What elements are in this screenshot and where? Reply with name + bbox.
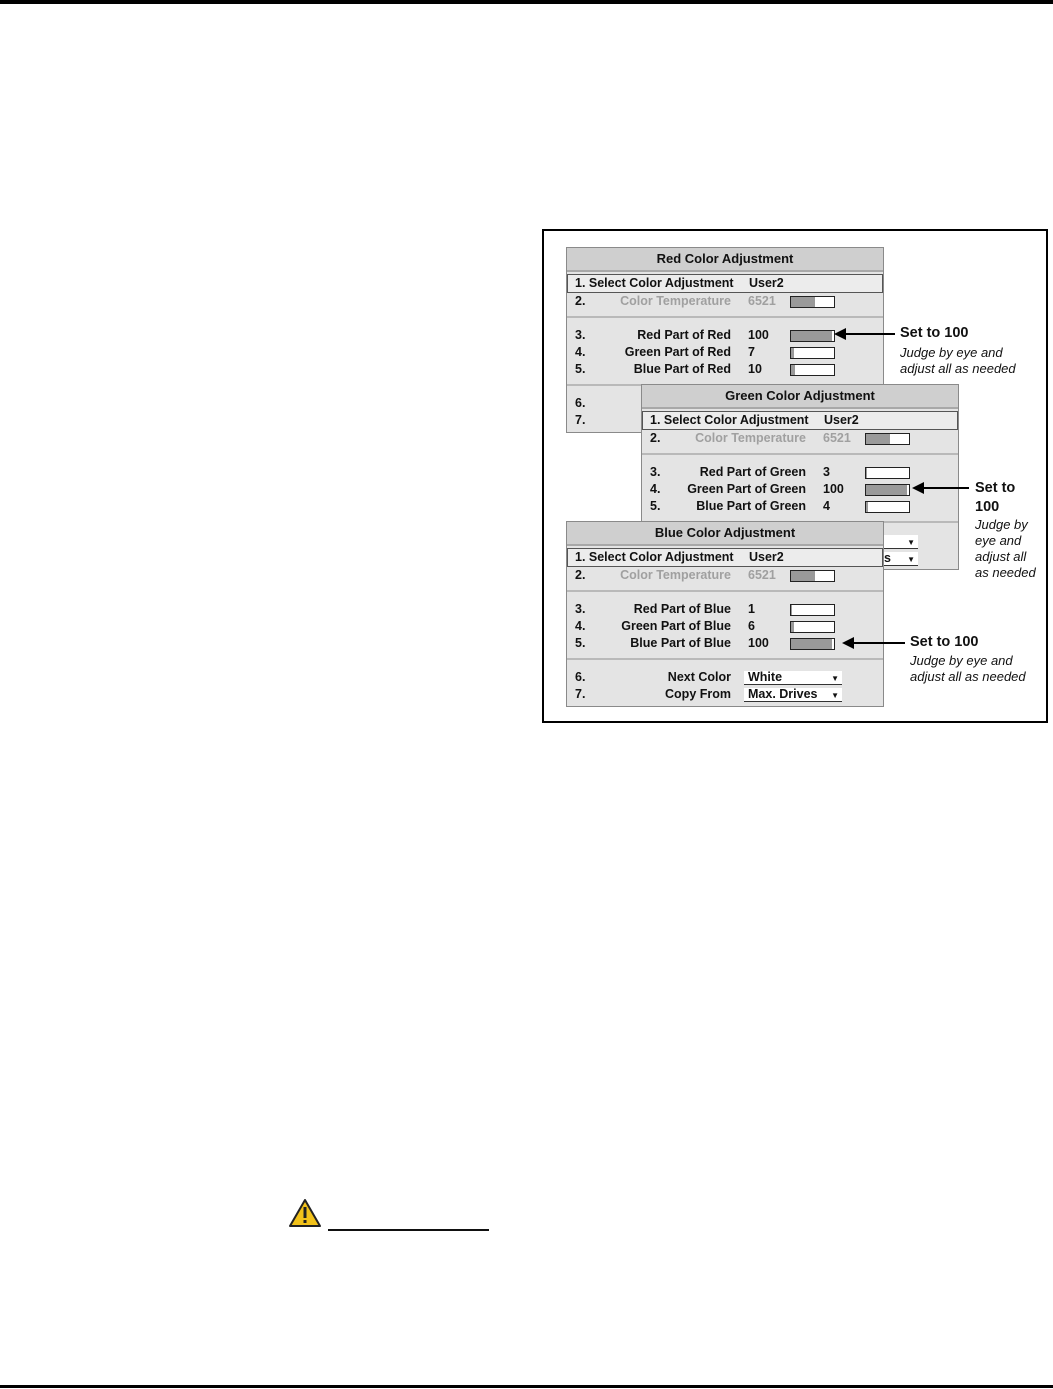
- row-number: 3.: [650, 465, 661, 479]
- dropdown-value: s: [884, 551, 891, 565]
- green-callout-title-2: 100: [975, 499, 1000, 515]
- green-part-of-red-row[interactable]: [567, 344, 885, 361]
- row-label: Red Part of Green: [699, 465, 806, 479]
- triangle-down-icon: ▼: [831, 691, 839, 700]
- copy-from-dropdown[interactable]: [744, 688, 842, 702]
- arrow-line-red: [845, 333, 895, 335]
- select-color-adjustment-row[interactable]: [642, 411, 958, 430]
- row-value: 100: [748, 636, 769, 650]
- row-value: 100: [748, 328, 769, 342]
- row-number: 4.: [575, 345, 586, 359]
- level-bar[interactable]: [790, 347, 835, 359]
- triangle-down-icon: ▼: [831, 674, 839, 683]
- red-callout-note-1: Judge by eye and: [900, 345, 1003, 360]
- blue-callout-note-1: Judge by eye and: [910, 653, 1013, 668]
- row-value: 7: [748, 345, 755, 359]
- level-bar[interactable]: [790, 604, 835, 616]
- level-bar[interactable]: [865, 433, 910, 445]
- level-bar[interactable]: [790, 621, 835, 633]
- next-color-dropdown[interactable]: [884, 535, 918, 549]
- level-bar[interactable]: [790, 364, 835, 376]
- level-bar[interactable]: [790, 570, 835, 582]
- row-label: Green Part of Blue: [621, 619, 731, 633]
- row-value: 6521: [823, 431, 851, 445]
- blue-part-of-green-row[interactable]: [642, 498, 960, 515]
- row-number: 2.: [575, 568, 586, 582]
- copy-from-dropdown[interactable]: [884, 552, 918, 566]
- select-color-adjustment-row[interactable]: [567, 274, 883, 293]
- select-color-adjustment-row[interactable]: [567, 548, 883, 567]
- row-label: Color Temperature: [620, 568, 731, 582]
- level-bar[interactable]: [865, 501, 910, 513]
- row-label: Green Part of Red: [624, 345, 731, 359]
- row-value: User2: [749, 276, 784, 290]
- color-temperature-row[interactable]: [642, 430, 960, 447]
- row-number: 7.: [575, 413, 586, 427]
- separator: [567, 316, 883, 318]
- green-callout-note-1: Judge by: [975, 517, 1028, 532]
- row-value: 6: [748, 619, 755, 633]
- color-temperature-row[interactable]: [567, 293, 885, 310]
- row-value: 10: [748, 362, 762, 376]
- green-callout-note-4: as needed: [975, 565, 1036, 580]
- green-callout-note-3: adjust all: [975, 549, 1027, 564]
- blue-callout-note-2: adjust all as needed: [910, 669, 1026, 684]
- next-color-row: [567, 669, 885, 686]
- red-part-of-green-row[interactable]: [642, 464, 960, 481]
- row-value: 6521: [748, 568, 776, 582]
- row-number: 2.: [575, 294, 586, 308]
- blue-part-of-blue-row[interactable]: [567, 635, 885, 652]
- level-bar[interactable]: [790, 330, 835, 342]
- row-label: Color Temperature: [695, 431, 806, 445]
- row-value: 100: [823, 482, 844, 496]
- level-bar[interactable]: [865, 467, 910, 479]
- green-callout-note-2: eye and: [975, 533, 1022, 548]
- row-number: 2.: [650, 431, 661, 445]
- separator: [567, 658, 883, 660]
- row-number: 3.: [575, 602, 586, 616]
- row-label: Red Part of Red: [637, 328, 731, 342]
- row-number: 4.: [650, 482, 661, 496]
- row-label: 1. Select Color Adjustment: [575, 550, 734, 564]
- warning-heading-underline: [328, 1229, 489, 1231]
- row-label: Color Temperature: [620, 294, 731, 308]
- row-number: 6.: [575, 396, 586, 410]
- red-callout-note-2: adjust all as needed: [900, 361, 1016, 376]
- level-bar[interactable]: [790, 638, 835, 650]
- copy-from-row: [567, 686, 885, 703]
- row-number: 5.: [575, 636, 586, 650]
- row-label: Red Part of Blue: [633, 602, 731, 616]
- row-number: 3.: [575, 328, 586, 342]
- red-callout-title: Set to 100: [900, 325, 969, 341]
- triangle-down-icon: ▼: [907, 538, 915, 547]
- triangle-down-icon: ▼: [907, 555, 915, 564]
- row-value: 1: [748, 602, 755, 616]
- separator: [642, 453, 958, 455]
- level-bar[interactable]: [790, 296, 835, 308]
- green-callout-title-1: Set to: [975, 480, 1016, 496]
- next-color-dropdown[interactable]: [744, 671, 842, 685]
- row-label: Blue Part of Red: [633, 362, 731, 376]
- row-label: Blue Part of Blue: [630, 636, 731, 650]
- blue-callout-title: Set to 100: [910, 634, 979, 650]
- blue-color-adjustment-panel: [566, 521, 884, 707]
- dropdown-value: Max. Drives: [748, 687, 818, 701]
- row-value: User2: [824, 413, 859, 427]
- blue-part-of-red-row[interactable]: [567, 361, 885, 378]
- panel-title: Green Color Adjustment: [642, 385, 958, 409]
- panel-title: Blue Color Adjustment: [567, 522, 883, 546]
- row-value: User2: [749, 550, 784, 564]
- row-label: 1. Select Color Adjustment: [650, 413, 809, 427]
- row-number: 6.: [575, 670, 586, 684]
- arrow-line-blue: [853, 642, 905, 644]
- top-rule: [0, 0, 1053, 4]
- row-number: 4.: [575, 619, 586, 633]
- row-value: 3: [823, 465, 830, 479]
- row-number: 5.: [650, 499, 661, 513]
- row-number: 7.: [575, 687, 586, 701]
- warning-triangle-icon: [288, 1198, 322, 1233]
- color-temperature-row[interactable]: [567, 567, 885, 584]
- panel-title: Red Color Adjustment: [567, 248, 883, 272]
- row-label: 1. Select Color Adjustment: [575, 276, 734, 290]
- green-part-of-blue-row[interactable]: [567, 618, 885, 635]
- level-bar[interactable]: [865, 484, 910, 496]
- row-label: Copy From: [665, 687, 731, 701]
- dropdown-value: White: [748, 670, 783, 684]
- row-value: 6521: [748, 294, 776, 308]
- red-part-of-blue-row[interactable]: [567, 601, 885, 618]
- row-label: Blue Part of Green: [696, 499, 806, 513]
- bottom-rule: [0, 1385, 1053, 1388]
- row-label: Green Part of Green: [687, 482, 806, 496]
- row-number: 5.: [575, 362, 586, 376]
- arrow-line-green: [923, 487, 969, 489]
- row-label: Next Color: [667, 670, 731, 684]
- row-value: 4: [823, 499, 830, 513]
- separator: [567, 590, 883, 592]
